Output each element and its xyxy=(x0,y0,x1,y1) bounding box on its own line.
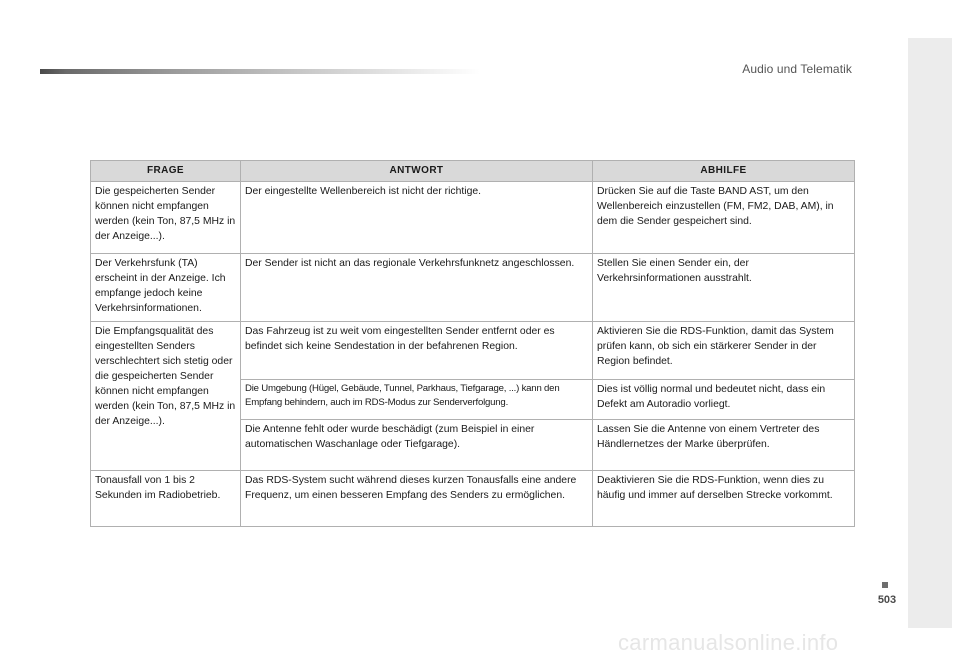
troubleshooting-table xyxy=(90,160,855,527)
table-header-row xyxy=(91,161,855,182)
remedy-cell: Drücken Sie auf die Taste BAND AST, um den Wellenbereich einzustellen (FM, FM2, DAB, AM), in dem die Sender gespeichert sind. xyxy=(593,182,855,254)
watermark: carmanualsonline.info xyxy=(618,630,839,655)
answer-cell: Die Antenne fehlt oder wurde beschädigt (zum Beispiel in einer automatischen Waschanlage oder Tiefgarage). xyxy=(241,420,593,471)
answer-cell: Die Umgebung (Hügel, Gebäude, Tunnel, Parkhaus, Tiefgarage, ...) kann den Empfang behindern, auch im RDS-Modus zur Senderverfolgung. xyxy=(241,380,593,420)
answer-cell: Der Sender ist nicht an das regionale Verkehrsfunknetz angeschlossen. xyxy=(241,254,593,322)
question-cell: Der Verkehrsfunk (TA) erscheint in der Anzeige. Ich empfange jedoch keine Verkehrsinformationen. xyxy=(91,254,241,322)
remedy-cell: Aktivieren Sie die RDS-Funktion, damit das System prüfen kann, ob sich ein stärkerer Sender in der Region befindet. xyxy=(593,322,855,380)
table-row xyxy=(91,182,855,254)
page-marker xyxy=(882,582,888,588)
section-title: Audio und Telematik xyxy=(742,62,852,76)
answer-cell: Das Fahrzeug ist zu weit vom eingestellten Sender entfernt oder es befindet sich keine Sendestation in der befahrenen Region. xyxy=(241,322,593,380)
question-cell: Die Empfangsqualität des eingestellten Senders verschlechtert sich stetig oder die gespeicherten Sender können nicht empfangen werden (kein Ton, 87,5 MHz in der Anzeige...). xyxy=(91,322,241,471)
table-row xyxy=(91,471,855,527)
side-margin-band xyxy=(908,38,952,628)
table-row xyxy=(91,254,855,322)
header-gradient-rule xyxy=(40,69,480,74)
question-cell: Die gespeicherten Sender können nicht empfangen werden (kein Ton, 87,5 MHz in der Anzeige...). xyxy=(91,182,241,254)
remedy-cell: Deaktivieren Sie die RDS-Funktion, wenn dies zu häufig und immer auf derselben Strecke vorkommt. xyxy=(593,471,855,527)
remedy-cell: Dies ist völlig normal und bedeutet nicht, dass ein Defekt am Autoradio vorliegt. xyxy=(593,380,855,420)
table-row xyxy=(91,322,855,380)
remedy-cell: Stellen Sie einen Sender ein, der Verkehrsinformationen ausstrahlt. xyxy=(593,254,855,322)
page-number: 503 xyxy=(877,594,897,606)
header-answer: ANTWORT xyxy=(241,161,593,182)
question-cell: Tonausfall von 1 bis 2 Sekunden im Radiobetrieb. xyxy=(91,471,241,527)
header-question: FRAGE xyxy=(91,161,241,182)
remedy-cell: Lassen Sie die Antenne von einem Vertreter des Händlernetzes der Marke überprüfen. xyxy=(593,420,855,471)
answer-cell: Der eingestellte Wellenbereich ist nicht der richtige. xyxy=(241,182,593,254)
header-remedy: ABHILFE xyxy=(593,161,855,182)
answer-cell: Das RDS-System sucht während dieses kurzen Tonausfalls eine andere Frequenz, um einen besseren Empfang des Senders zu ermöglichen. xyxy=(241,471,593,527)
